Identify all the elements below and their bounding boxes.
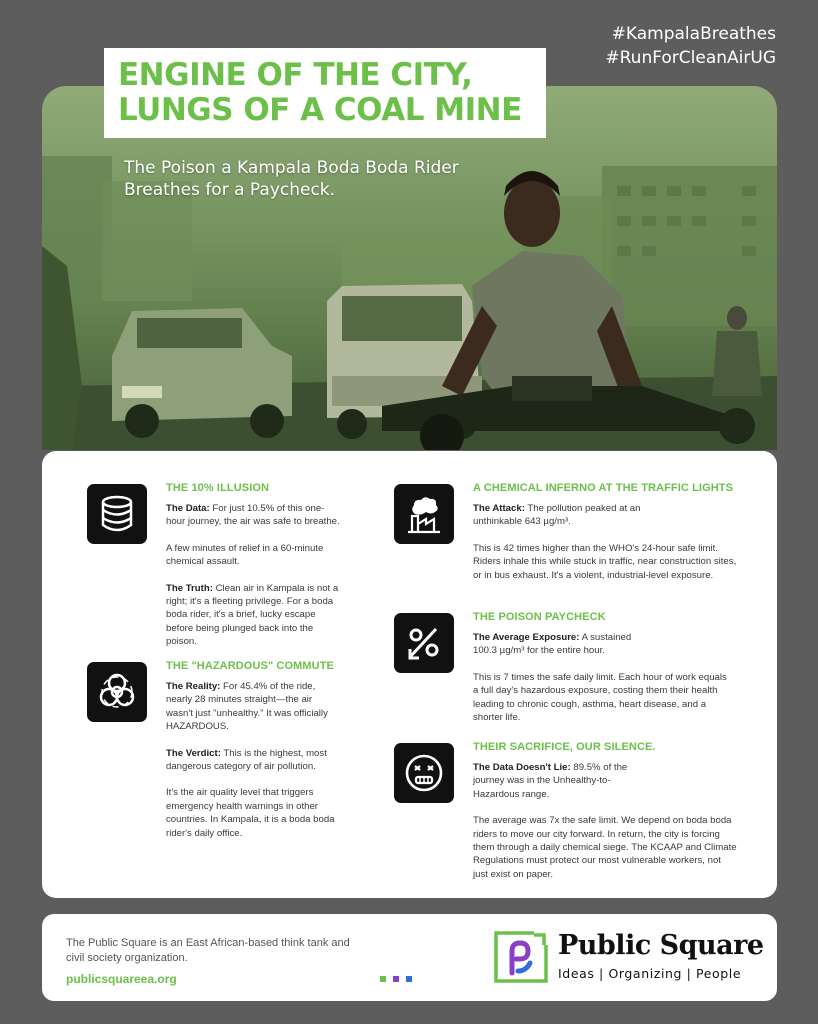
hashtag-run-for-clean-air[interactable]: #RunForCleanAirUG xyxy=(605,48,776,68)
section-title-sacrifice: THEIR SACRIFICE, OUR SILENCE. xyxy=(473,741,656,753)
dot-blue xyxy=(406,976,412,982)
section-title-paycheck: THE POISON PAYCHECK xyxy=(473,611,606,623)
brand-dots xyxy=(380,976,412,982)
section-body-illusion xyxy=(166,502,341,662)
text-the-truth: Clean air in Kampala is not a right; it's a fleeting privilege. For a boda boda rider, it's a brief, lucky escape before being plunged back into the poison. xyxy=(166,582,339,648)
subtitle xyxy=(124,157,504,201)
database-icon xyxy=(87,484,147,544)
subtitle-line-2: Breathes for a Paycheck. xyxy=(124,180,336,200)
dot-green xyxy=(380,976,386,982)
text-data-doesnt-lie: 89.5% of the journey was in the Unhealthy-to-Hazardous range. xyxy=(473,762,628,800)
text-the-attack: The pollution peaked at an unthinkable 643 µg/m³. xyxy=(473,503,641,528)
website-link[interactable]: publicsquareea.org xyxy=(66,972,177,986)
org-description: The Public Square is an East African-based think tank and civil society organization. xyxy=(66,937,350,964)
headline-line-2: LUNGS OF A COAL MINE xyxy=(118,92,522,128)
section-title-illusion: THE 10% ILLUSION xyxy=(166,482,270,494)
label-data-doesnt-lie: The Data Doesn't Lie: xyxy=(473,762,571,773)
section-body-sacrifice xyxy=(473,761,738,894)
text-emergency-warnings: It's the air quality level that triggers emergency health warnings in other countries. In Kampala, it is a boda boda rider's daily office. xyxy=(166,787,335,839)
section-title-hazardous: THE "HAZARDOUS" COMMUTE xyxy=(166,660,334,672)
hashtag-kampala-breathes[interactable]: #KampalaBreathes xyxy=(611,24,776,44)
text-safe-daily-limit: This is 7 times the safe daily limit. Each hour of work equals a full day's hazardous exposure, costing them their health leading to chronic cough, asthma, heart disease, and a shorter life. xyxy=(473,671,727,724)
public-square-logo-icon xyxy=(494,931,548,983)
biohazard-icon xyxy=(87,662,147,722)
brand-name: Public Square xyxy=(558,930,764,961)
label-the-attack: The Attack: xyxy=(473,503,525,514)
text-who-limit: This is 42 times higher than the WHO's 24-hour safe limit. Riders inhale this while stuck in traffic, near construction sites, or in bus exhaust. It's a violent, industrial-level exposure. xyxy=(473,542,737,581)
text-the-verdict: This is the highest, most dangerous category of air pollution. xyxy=(166,747,327,773)
section-body-inferno xyxy=(473,502,738,595)
text-the-reality: For 45.4% of the ride, nearly 28 minutes straight—the air wasn't just "unhealthy." It was officially HAZARDOUS. xyxy=(166,681,328,733)
text-the-data: For just 10.5% of this one-hour journey, the air was safe to breathe. xyxy=(166,503,340,528)
text-relief: A few minutes of relief in a 60-minute chemical assault. xyxy=(166,542,324,568)
footer xyxy=(42,914,777,1001)
label-average-exposure: The Average Exposure: xyxy=(473,632,580,643)
boda-rider-street-scene xyxy=(42,86,777,450)
hero-image xyxy=(42,86,777,450)
factory-pollution-icon xyxy=(394,484,454,544)
sick-face-icon xyxy=(394,743,454,803)
label-the-data: The Data: xyxy=(166,503,210,514)
section-title-inferno: A CHEMICAL INFERNO AT THE TRAFFIC LIGHTS xyxy=(473,482,734,494)
brand-tagline: Ideas | Organizing | People xyxy=(558,966,742,981)
section-body-hazardous xyxy=(166,680,341,853)
text-call-to-action: The average was 7x the safe limit. We depend on boda boda riders to move our city forward. In return, the city is forcing them through a daily chemical siege. The KCAAP and Climate Regulations must protect our most vulnerable workers, not just exist on paper. xyxy=(473,815,737,880)
content-card xyxy=(42,451,777,898)
label-the-reality: The Reality: xyxy=(166,681,221,692)
label-the-verdict: The Verdict: xyxy=(166,747,221,759)
hashtags xyxy=(605,22,776,70)
section-body-paycheck xyxy=(473,631,733,737)
subtitle-line-1: The Poison a Kampala Boda Boda Rider xyxy=(124,158,459,178)
headline-line-1: ENGINE OF THE CITY, xyxy=(118,57,473,93)
text-average-exposure: A sustained 100.3 µg/m³ for the entire hour. xyxy=(473,632,632,657)
percent-down-icon xyxy=(394,613,454,673)
label-the-truth: The Truth: xyxy=(166,582,213,594)
headline-box xyxy=(104,48,546,138)
dot-purple xyxy=(393,976,399,982)
